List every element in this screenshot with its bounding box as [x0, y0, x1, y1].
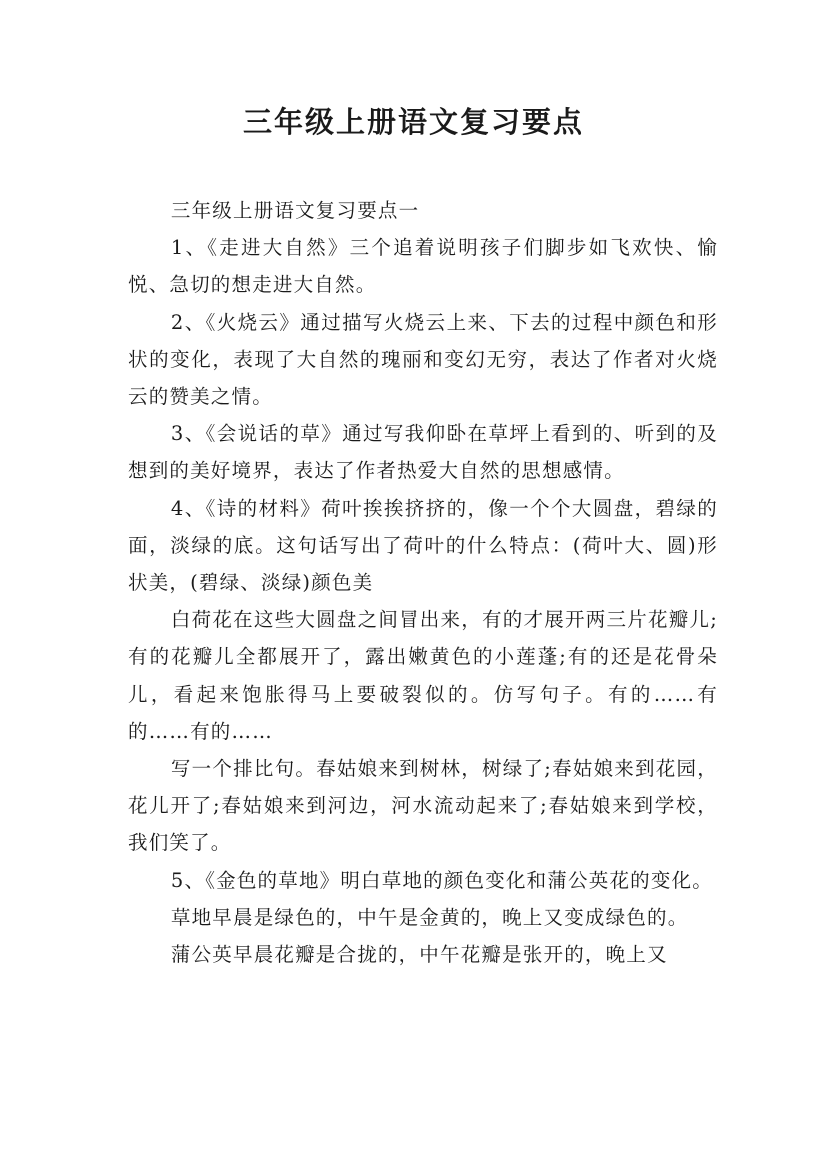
paragraph: 白荷花在这些大圆盘之间冒出来，有的才展开两三片花瓣儿;有的花瓣儿全都展开了，露出嫩黄色的小莲蓬;有的还是花骨朵儿，看起来饱胀得马上要破裂似的。仿写句子。有的……有的……有的……: [128, 608, 718, 743]
paragraph: 2、《火烧云》通过描写火烧云上来、下去的过程中颜色和形状的变化，表现了大自然的瑰丽和变幻无穷，表达了作者对火烧云的赞美之情。: [128, 310, 718, 409]
document-body: [128, 192, 718, 973]
paragraph: 4、《诗的材料》荷叶挨挨挤挤的，像一个个大圆盘，碧绿的面，淡绿的底。这句话写出了荷叶的什么特点：(荷叶大、圆)形状美，(碧绿、淡绿)颜色美: [128, 496, 718, 595]
section-heading: 三年级上册语文复习要点一: [170, 199, 420, 222]
paragraph: 蒲公英早晨花瓣是合拢的，中午花瓣是张开的，晚上又: [170, 943, 668, 967]
paragraph: 1、《走进大自然》三个追着说明孩子们脚步如飞欢快、愉悦、急切的想走进大自然。: [128, 236, 718, 297]
paragraph: 草地早晨是绿色的，中午是金黄的，晚上又变成绿色的。: [170, 905, 689, 929]
document-title: 三年级上册语文复习要点: [242, 105, 584, 139]
paragraph: 5、《金色的草地》明白草地的颜色变化和蒲公英花的变化。: [170, 868, 713, 892]
paragraph: 写一个排比句。春姑娘来到树林，树绿了;春姑娘来到花园，花儿开了;春姑娘来到河边，河水流动起来了;春姑娘来到学校，我们笑了。: [128, 757, 718, 855]
paragraph: 3、《会说话的草》通过写我仰卧在草坪上看到的、听到的及想到的美好境界，表达了作者热爱大自然的思想感情。: [128, 422, 718, 483]
